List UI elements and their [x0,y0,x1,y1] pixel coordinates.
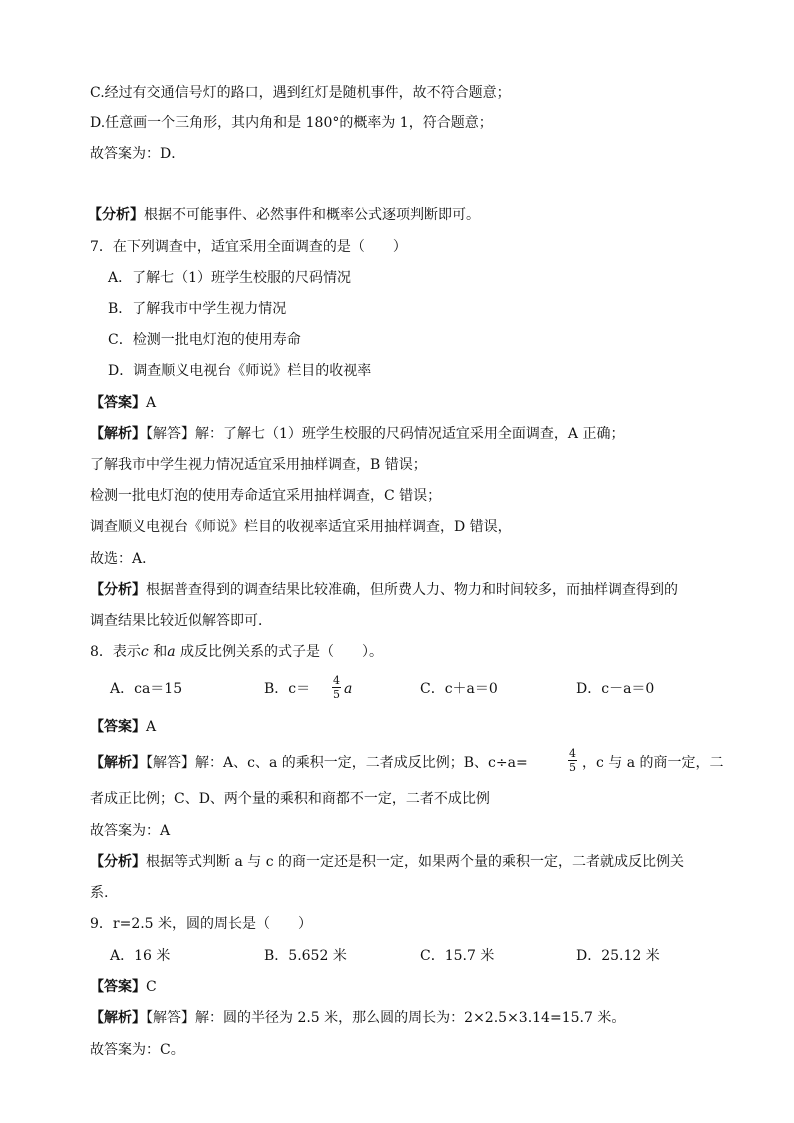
q8-answer-line: 故答案为：A [90,823,171,839]
q7-analysis-line-1 [90,581,678,599]
q8-stem [90,643,383,661]
q7-solution-line-2: 了解我市中学生视力情况适宜采用抽样调查，B 错误； [90,457,427,473]
q8-solution-line-1-tail: ，c 与 a 的商一定，二 [582,755,724,771]
answer-value: C [146,979,157,995]
q8-analysis-line-2: 系. [90,885,109,901]
solution-text: 解：A、c、a 的乘积一定，二者成反比例；B、c÷a= [195,755,528,771]
q8-option-a: A．ca＝15 [110,681,183,697]
q8-option-d: D．c－a＝0 [576,681,655,697]
fraction-numerator: 4 [569,747,576,760]
stem-text: 和 [148,644,168,660]
q7-choose-line: 故选：A． [90,551,157,567]
analysis-label: 【分析】 [90,582,146,598]
solution-text: 解：圆的半径为 2.5 米，那么圆的周长为：2×2.5×3.14=15.7 米。 [195,1010,626,1026]
q7-option-a: A．了解七（1）班学生校服的尺码情况 [108,270,352,286]
answer-label: 【答案】 [90,395,146,411]
q8-solution-fraction [568,748,577,773]
q8-answer [90,718,156,736]
q8-option-c: C．c＋a＝0 [420,681,498,697]
solution-text: 解：了解七（1）班学生校服的尺码情况适宜采用全面调查，A 正确； [195,426,625,442]
q8-option-b [264,680,310,698]
analysis-label: 【分析】 [90,854,146,870]
q7-solution-line-4: 调查顺义电视台《师说》栏目的收视率适宜采用抽样调查，D 错误， [90,519,512,535]
q8-option-b-variable: a [344,681,353,697]
q7-solution-line-3: 检测一批电灯泡的使用寿命适宜采用抽样调查，C 错误； [90,488,442,504]
q8-analysis-line-1 [90,853,684,871]
analysis-label: 【分析】 [88,207,144,223]
q9-option-c: C．15.7 米 [420,948,495,964]
q8-option-b-fraction [332,675,341,700]
stem-text: 8．表示 [90,644,141,660]
q7-option-b: B．了解我市中学生视力情况 [108,301,287,317]
jiexi-label: 【解析】 [90,1010,146,1026]
jieda-label: 【解答】 [146,755,195,771]
q9-stem: 9．r=2.5 米，圆的周长是（ ） [90,916,313,932]
q7-option-d: D．调查顺义电视台《师说》栏目的收视率 [108,363,372,379]
q9-option-b: B．5.652 米 [264,948,347,964]
jieda-label: 【解答】 [146,426,195,442]
q9-answer [90,978,157,996]
q6-analysis [88,206,480,224]
answer-value: A [146,395,157,411]
fraction-denominator: 5 [569,761,576,774]
variable-c: c [140,644,149,660]
option-b-text: B．c＝ [264,681,311,697]
q7-solution-line-1 [90,425,624,443]
answer-label: 【答案】 [90,979,146,995]
q9-solution-line-1 [90,1009,625,1027]
q7-analysis-line-2: 调查结果比较近似解答即可． [90,613,272,629]
q6-option-c-explanation: C.经过有交通信号灯的路口，遇到红灯是随机事件，故不符合题意； [90,85,511,101]
q6-option-d-explanation: D.任意画一个三角形，其内角和是 180°的概率为 1，符合题意； [90,115,493,131]
jieda-label: 【解答】 [146,1010,195,1026]
q9-option-d: D．25.12 米 [576,948,660,964]
stem-text: 成反比例关系的式子是（ ）。 [175,644,384,660]
q7-answer [90,394,156,412]
fraction-denominator: 5 [333,688,340,701]
q7-option-c: C．检测一批电灯泡的使用寿命 [108,332,301,348]
q9-answer-line: 故答案为：C。 [90,1042,185,1058]
variable-a: a [167,644,176,660]
q9-option-a: A．16 米 [110,948,171,964]
analysis-text: 根据普查得到的调查结果比较准确，但所费人力、物力和时间较多，而抽样调查得到的 [146,582,678,598]
analysis-text: 根据不可能事件、必然事件和概率公式逐项判断即可。 [144,207,480,223]
fraction-numerator: 4 [333,674,340,687]
q8-solution-line-1 [90,754,528,772]
jiexi-label: 【解析】 [90,426,146,442]
q8-solution-line-2: 者成正比例；C、D、两个量的乘积和商都不一定，二者不成比例 [90,791,490,807]
analysis-text: 根据等式判断 a 与 c 的商一定还是积一定，如果两个量的乘积一定，二者就成反比例关 [146,854,684,870]
answer-value: A [146,719,157,735]
q7-stem: 7．在下列调查中，适宜采用全面调查的是（ ） [90,239,407,255]
answer-label: 【答案】 [90,719,146,735]
q6-answer-line: 故答案为：D． [90,146,186,162]
jiexi-label: 【解析】 [90,755,146,771]
